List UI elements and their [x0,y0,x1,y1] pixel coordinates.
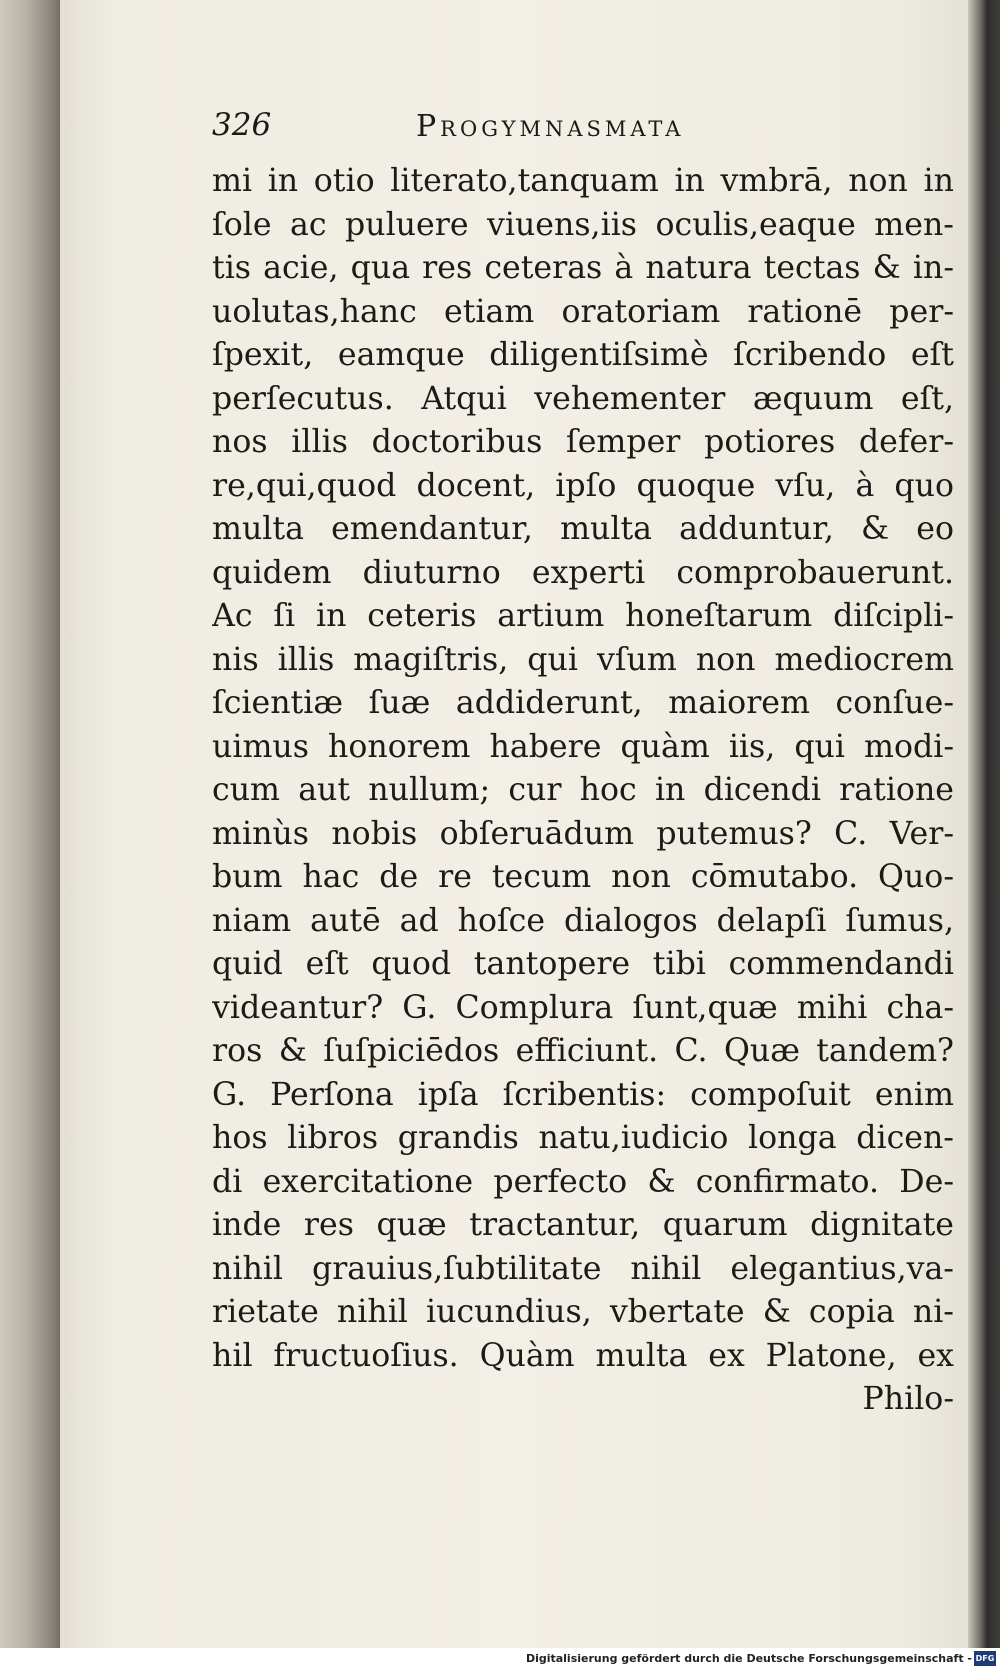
text-line: nis illis magiſtris, qui vſum non mediocrem [212,641,954,678]
page-number: 326 [212,107,272,143]
running-title: Progymnasmata [416,109,685,144]
text-line: ſcientiæ ſuæ addiderunt, maiorem conſue- [212,685,954,721]
dfg-logo-icon: DFG [974,1651,996,1666]
text-line: G. Perſona ipſa ſcribentis: compoſuit enim [212,1076,954,1113]
catchword: Philo- [862,1381,954,1417]
text-line: Ac ſi in ceteris artium honeſtarum diſcipli- [212,598,954,634]
text-line: hos libros grandis natu,iudicio longa dicen- [212,1120,954,1156]
body-text [212,160,954,1422]
text-line: tis acie, qua res ceteras à natura tectas & in- [212,250,954,286]
digitization-footer [0,1648,1000,1672]
text-line: quid eſt quod tantopere tibi commendandi [212,946,954,982]
text-line: di exercitatione perfecto & confirmato. De- [212,1163,954,1200]
text-line: nihil grauius,ſubtilitate nihil elegantius,va- [212,1250,954,1287]
text-line: ſole ac puluere viuens,iis oculis,eaque men- [212,206,954,243]
book-right-edge [968,0,1000,1648]
text-line: uolutas,hanc etiam oratoriam rationē per- [212,293,954,330]
text-line: minùs nobis obſeruādum putemus? C. Ver- [212,815,954,852]
funding-credit: Digitalisierung gefördert durch die Deutsche Forschungsgemeinschaft - [525,1652,972,1665]
text-line: rietate nihil iucundius, vbertate & copia ni- [212,1294,954,1330]
text-line: ſpexit, eamque diligentiſsimè ſcribendo eſt [212,337,954,373]
text-line: perſecutus. Atqui vehementer æquum eſt, [212,380,954,417]
page-header [212,107,792,151]
text-line: ros & ſuſpiciēdos efficiunt. C. Quæ tandem? [212,1033,954,1069]
text-line: multa emendantur, multa adduntur, & eo [212,511,954,547]
text-line: niam autē ad hoſce dialogos delapſi ſumus, [212,902,954,939]
text-line: inde res quæ tractantur, quarum dignitate [212,1207,954,1243]
text-line: videantur? G. Complura ſunt,quæ mihi cha- [212,989,954,1026]
text-line: hil fructuoſius. Quàm multa ex Platone, ex [212,1337,954,1374]
book-left-edge [0,0,62,1648]
text-line: nos illis doctoribus ſemper potiores defer- [212,424,954,460]
text-line: quidem diuturno experti comprobauerunt. [212,554,954,591]
text-line: mi in otio literato,tanquam in vmbrā, non in [212,163,954,199]
text-line: cum aut nullum; cur hoc in dicendi ratione [212,772,954,808]
text-line: bum hac de re tecum non cōmutabo. Quo- [212,859,954,895]
text-line: uimus honorem habere quàm iis, qui modi- [212,728,954,765]
text-line: re,qui,quod docent, ipſo quoque vſu, à quo [212,467,954,504]
